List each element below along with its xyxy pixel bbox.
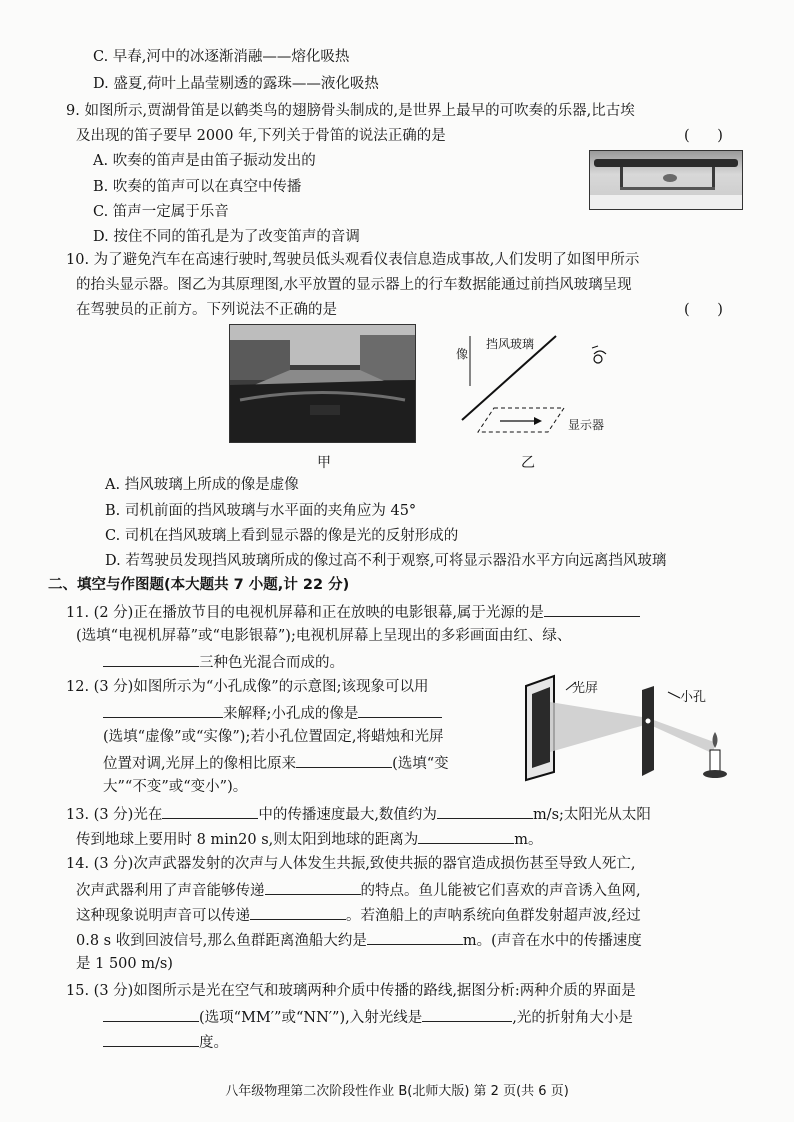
- q9-option-c: C. 笛声一定属于乐音: [93, 204, 229, 220]
- q10-stem-line1: 10. 为了避免汽车在高速行驶时,驾驶员低头观看仪表信息造成事故,人们发明了如图甲所示: [66, 252, 640, 268]
- driver-eye-icon: [592, 346, 606, 363]
- q13-line1: 13. (3 分)光在 中的传播速度最大,数值约为 m/s;太阳光从太阳: [66, 802, 651, 826]
- q13-blank-1[interactable]: [162, 802, 258, 819]
- q8-option-d: D. 盛夏,荷叶上晶莹剔透的露珠——液化吸热: [93, 76, 379, 92]
- page-footer: 八年级物理第二次阶段性作业 B(北师大版) 第 2 页(共 6 页): [225, 1084, 569, 1099]
- q14-blank-3[interactable]: [367, 928, 463, 945]
- q10-stem-line2: 的抬头显示器。图乙为其原理图,水平放置的显示器上的行车数据能通过前挡风玻璃呈现: [76, 277, 632, 293]
- q10-option-c: C. 司机在挡风玻璃上看到显示器的像是光的反射形成的: [105, 528, 459, 544]
- pinhole-board: [642, 686, 654, 776]
- q15-line3: 度。: [103, 1030, 228, 1054]
- q12-blank-3[interactable]: [296, 751, 392, 768]
- q9-stem-line2: 及出现的笛子要早 2000 年,下列关于骨笛的说法正确的是: [76, 128, 446, 144]
- q14-line5: 是 1 500 m/s): [76, 956, 173, 972]
- q14-line3: 这种现象说明声音可以传递 。若渔船上的声呐系统向鱼群发射超声波,经过: [76, 903, 641, 927]
- q14-blank-1[interactable]: [265, 878, 361, 895]
- q10-option-a: A. 挡风玻璃上所成的像是虚像: [105, 477, 299, 493]
- candle-base: [703, 770, 727, 778]
- q12-line2: 来解释;小孔成的像是: [103, 701, 442, 725]
- pinhole: [646, 719, 651, 724]
- q10-option-b: B. 司机前面的挡风玻璃与水平面的夹角应为 45°: [105, 503, 417, 519]
- label-windshield: 挡风玻璃: [486, 337, 535, 351]
- q11-line2: (选填“电视机屏幕”或“电影银幕”);电视机屏幕上呈现出的多彩画面由红、绿、: [76, 628, 572, 644]
- q15-blank-1[interactable]: [103, 1005, 199, 1022]
- q14-line1: 14. (3 分)次声武器发射的次声与人体发生共振,致使共振的器官造成损伤甚至导致人死亡,: [66, 856, 636, 872]
- q14-blank-2[interactable]: [250, 903, 346, 920]
- q9-answer-paren: ( ): [684, 128, 723, 144]
- label-display: 显示器: [568, 418, 605, 432]
- hole-pointer: [668, 692, 680, 698]
- q10-stem-line3: 在驾驶员的正前方。下列说法不正确的是: [76, 302, 337, 318]
- q12-line4: 位置对调,光屏上的像相比原来 (选填“变: [103, 751, 449, 775]
- q13-line2: 传到地球上要用时 8 min20 s,则太阳到地球的距离为 m。: [76, 827, 543, 851]
- q15-blank-2[interactable]: [422, 1005, 512, 1022]
- q9-option-a: A. 吹奏的笛声是由笛子振动发出的: [93, 153, 316, 169]
- display-outline: [478, 408, 564, 432]
- label-pinhole: 小孔: [680, 690, 707, 705]
- figure-yi-caption: 乙: [521, 455, 535, 471]
- hud-photo: [229, 324, 416, 443]
- q15-line1: 15. (3 分)如图所示是光在空气和玻璃两种介质中传播的路线,据图分析:两种介质的界面是: [66, 983, 636, 999]
- q15-blank-3[interactable]: [103, 1030, 199, 1047]
- q12-line5: 大”“不变”或“变小”)。: [103, 779, 248, 795]
- bone-flute-photo: [589, 150, 743, 210]
- q13-blank-3[interactable]: [418, 827, 514, 844]
- light-cone-right: [648, 718, 714, 754]
- screen-image: [532, 687, 550, 768]
- q12-line1: 12. (3 分)如图所示为“小孔成像”的示意图;该现象可以用: [66, 679, 429, 695]
- figure-jia-caption: 甲: [317, 455, 331, 471]
- q8-option-c: C. 早春,河中的冰逐渐消融——熔化吸热: [93, 49, 350, 65]
- q10-answer-paren: ( ): [684, 302, 723, 318]
- q14-line4: 0.8 s 收到回波信号,那么鱼群距离渔船大约是 m。(声音在水中的传播速度: [76, 928, 642, 952]
- q11-line1: 11. (2 分)正在播放节目的电视机屏幕和正在放映的电影银幕,属于光源的是: [66, 600, 640, 624]
- q11-line3: 三种色光混合而成的。: [103, 650, 344, 674]
- q12-blank-2[interactable]: [358, 701, 442, 718]
- q9-option-b: B. 吹奏的笛声可以在真空中传播: [93, 179, 302, 195]
- q10-option-d: D. 若驾驶员发现挡风玻璃所成的像过高不利于观察,可将显示器沿水平方向远离挡风玻璃: [105, 553, 667, 569]
- q14-line2: 次声武器利用了声音能够传递 的特点。鱼儿能被它们喜欢的声音诱入鱼网,: [76, 878, 641, 902]
- q15-line2: (选项“MM′”或“NN′”),入射光线是 ,光的折射角大小是: [103, 1005, 633, 1029]
- display-arrowhead: [534, 417, 542, 425]
- q11-blank-2[interactable]: [103, 650, 199, 667]
- label-light-screen: 光屏: [572, 681, 599, 696]
- q13-blank-2[interactable]: [437, 802, 533, 819]
- q9-option-d: D. 按住不同的笛孔是为了改变笛声的音调: [93, 229, 360, 245]
- section-2-heading: 二、填空与作图题(本大题共 7 小题,计 22 分): [48, 577, 350, 593]
- light-cone-left: [550, 702, 648, 752]
- q11-blank-1[interactable]: [544, 600, 640, 617]
- pinhole-diagram: [518, 672, 746, 784]
- candle: [710, 750, 720, 772]
- q12-blank-1[interactable]: [103, 701, 223, 718]
- label-image: 像: [456, 347, 469, 361]
- q12-line3: (选填“虚像”或“实像”);若小孔位置固定,将蜡烛和光屏: [103, 729, 444, 745]
- q9-stem-line1: 9. 如图所示,贾湖骨笛是以鹤类鸟的翅膀骨头制成的,是世界上最早的可吹奏的乐器,比古埃: [66, 103, 635, 119]
